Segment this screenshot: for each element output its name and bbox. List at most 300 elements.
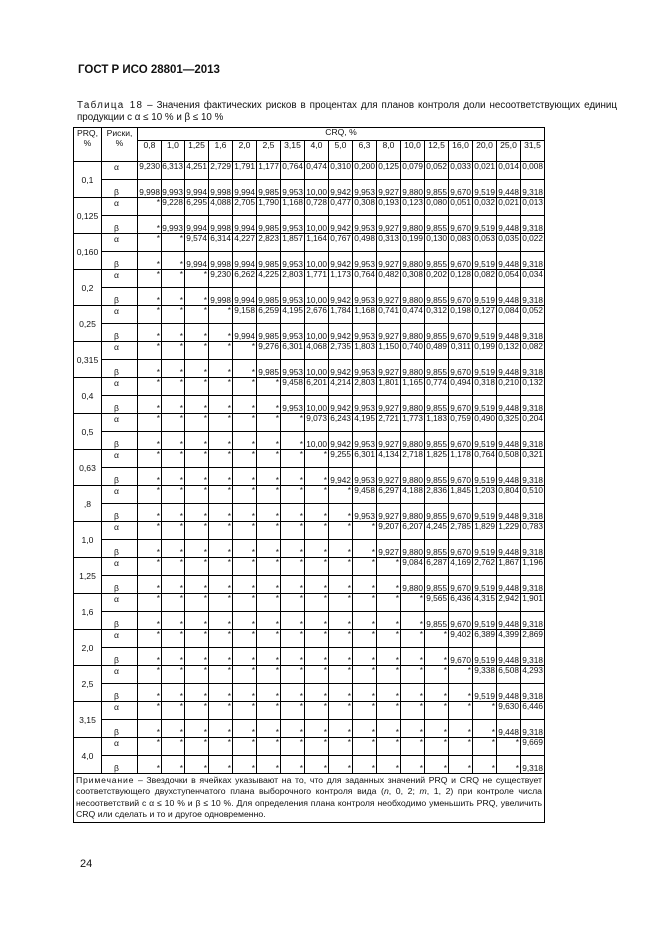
crq-col-header: 25,0: [497, 141, 521, 162]
asterisk-cell: *: [233, 486, 257, 504]
asterisk-cell: *: [209, 432, 233, 450]
risk-value: 9,670: [449, 504, 473, 522]
asterisk-cell: *: [401, 756, 425, 774]
asterisk-cell: *: [305, 450, 329, 468]
asterisk-cell: *: [305, 594, 329, 612]
risk-value: 0,054: [497, 270, 521, 288]
asterisk-cell: *: [233, 612, 257, 630]
risk-value: 0,494: [449, 378, 473, 396]
asterisk-cell: *: [233, 450, 257, 468]
asterisk-cell: *: [138, 414, 162, 432]
asterisk-cell: *: [162, 630, 185, 648]
risk-value: 9,880: [401, 216, 425, 234]
risk-value: 0,035: [497, 234, 521, 252]
risk-value: 9,998: [209, 252, 233, 270]
asterisk-cell: *: [138, 252, 162, 270]
risk-value: 0,312: [425, 306, 449, 324]
table-row-beta: [74, 648, 545, 666]
asterisk-cell: *: [138, 432, 162, 450]
risk-value: 9,276: [257, 342, 281, 360]
asterisk-cell: *: [449, 702, 473, 720]
asterisk-cell: *: [281, 432, 305, 450]
asterisk-cell: *: [257, 612, 281, 630]
risk-value: 9,084: [401, 558, 425, 576]
asterisk-cell: *: [233, 468, 257, 486]
risk-value: 0,053: [473, 234, 497, 252]
risk-value: 9,670: [449, 216, 473, 234]
asterisk-cell: *: [377, 738, 401, 756]
asterisk-cell: *: [305, 756, 329, 774]
risk-value: 9,953: [281, 252, 305, 270]
risk-value: 9,880: [401, 576, 425, 594]
asterisk-cell: *: [497, 738, 521, 756]
risk-value: 9,207: [377, 522, 401, 540]
risk-value: 9,158: [233, 306, 257, 324]
risk-value: 9,855: [425, 288, 449, 306]
asterisk-cell: *: [449, 720, 473, 738]
prq-value: 0,315: [74, 342, 102, 378]
asterisk-cell: *: [449, 756, 473, 774]
table-row-beta: [74, 432, 545, 450]
risk-value: 9,855: [425, 504, 449, 522]
asterisk-cell: *: [138, 558, 162, 576]
asterisk-cell: *: [162, 594, 185, 612]
asterisk-cell: *: [281, 630, 305, 648]
asterisk-cell: *: [185, 756, 209, 774]
risk-value: 4,293: [521, 666, 545, 684]
asterisk-cell: *: [233, 702, 257, 720]
asterisk-cell: *: [138, 612, 162, 630]
risk-value: 2,721: [377, 414, 401, 432]
risk-value: 0,325: [497, 414, 521, 432]
risk-value: 9,519: [473, 396, 497, 414]
risk-value: 9,998: [209, 216, 233, 234]
beta-label: β: [102, 576, 138, 594]
beta-label: β: [102, 504, 138, 522]
asterisk-cell: *: [162, 360, 185, 378]
asterisk-cell: *: [329, 756, 353, 774]
table-row-alpha: [74, 414, 545, 432]
asterisk-cell: *: [257, 738, 281, 756]
asterisk-cell: *: [233, 342, 257, 360]
risk-value: 9,519: [473, 216, 497, 234]
risk-value: 0,132: [497, 342, 521, 360]
asterisk-cell: *: [401, 666, 425, 684]
asterisk-cell: *: [209, 756, 233, 774]
table-row-alpha: [74, 342, 545, 360]
asterisk-cell: *: [353, 630, 377, 648]
risk-value: 2,705: [233, 198, 257, 216]
risk-value: 10,00: [305, 180, 329, 198]
asterisk-cell: *: [425, 630, 449, 648]
risk-value: 9,953: [353, 360, 377, 378]
risk-value: 0,728: [305, 198, 329, 216]
asterisk-cell: *: [305, 684, 329, 702]
asterisk-cell: *: [209, 324, 233, 342]
asterisk-cell: *: [377, 684, 401, 702]
table-row-alpha: [74, 486, 545, 504]
risk-value: 9,927: [377, 432, 401, 450]
prq-value: 1,6: [74, 594, 102, 630]
asterisk-cell: *: [185, 486, 209, 504]
risk-value: 9,985: [257, 288, 281, 306]
asterisk-cell: *: [209, 594, 233, 612]
risk-value: 9,318: [521, 396, 545, 414]
asterisk-cell: *: [329, 666, 353, 684]
asterisk-cell: *: [185, 576, 209, 594]
risk-value: 6,301: [281, 342, 305, 360]
risk-value: 9,953: [353, 432, 377, 450]
risk-value: 9,519: [473, 612, 497, 630]
prq-value: 0,63: [74, 450, 102, 486]
risk-value: 4,188: [401, 486, 425, 504]
alpha-label: α: [102, 630, 138, 648]
risk-value: 9,670: [449, 648, 473, 666]
beta-label: β: [102, 396, 138, 414]
crq-col-header: 16,0: [449, 141, 473, 162]
alpha-label: α: [102, 558, 138, 576]
asterisk-cell: *: [162, 576, 185, 594]
risk-value: 6,259: [257, 306, 281, 324]
asterisk-cell: *: [233, 504, 257, 522]
asterisk-cell: *: [162, 324, 185, 342]
asterisk-cell: *: [185, 666, 209, 684]
asterisk-cell: *: [281, 486, 305, 504]
risk-value: 9,994: [233, 288, 257, 306]
risk-value: 0,311: [449, 342, 473, 360]
crq-col-header: 5,0: [329, 141, 353, 162]
risk-value: 9,880: [401, 252, 425, 270]
prq-value: 2,5: [74, 666, 102, 702]
asterisk-cell: *: [257, 648, 281, 666]
risk-value: 1,150: [377, 342, 401, 360]
asterisk-cell: *: [209, 720, 233, 738]
asterisk-cell: *: [257, 666, 281, 684]
beta-label: β: [102, 684, 138, 702]
beta-label: β: [102, 252, 138, 270]
alpha-label: α: [102, 270, 138, 288]
risk-value: 0,740: [401, 342, 425, 360]
risk-value: 4,251: [185, 162, 209, 180]
risk-value: 9,855: [425, 612, 449, 630]
risk-value: 9,670: [449, 468, 473, 486]
asterisk-cell: *: [233, 666, 257, 684]
risk-value: 9,448: [497, 684, 521, 702]
note-m: m: [419, 786, 427, 797]
asterisk-cell: *: [162, 756, 185, 774]
risk-value: 9,318: [521, 288, 545, 306]
risk-value: 9,670: [449, 288, 473, 306]
risk-value: 0,308: [401, 270, 425, 288]
risk-value: 6,301: [353, 450, 377, 468]
risk-value: 9,669: [521, 738, 545, 756]
asterisk-cell: *: [138, 648, 162, 666]
risk-value: 9,318: [521, 324, 545, 342]
risk-value: 0,083: [449, 234, 473, 252]
risk-value: 9,942: [329, 288, 353, 306]
asterisk-cell: *: [138, 720, 162, 738]
asterisk-cell: *: [162, 378, 185, 396]
table-row-beta: [74, 756, 545, 774]
risk-value: 9,855: [425, 396, 449, 414]
risk-value: 9,993: [162, 216, 185, 234]
risk-value: 2,729: [209, 162, 233, 180]
asterisk-cell: *: [353, 540, 377, 558]
risk-value: 0,474: [305, 162, 329, 180]
crq-col-header: 1,0: [162, 141, 185, 162]
risk-value: 1,825: [425, 450, 449, 468]
asterisk-cell: *: [305, 576, 329, 594]
risk-value: 9,953: [353, 468, 377, 486]
risk-value: 9,927: [377, 324, 401, 342]
risk-value: 9,855: [425, 216, 449, 234]
asterisk-cell: *: [401, 594, 425, 612]
asterisk-cell: *: [185, 738, 209, 756]
risk-value: 9,985: [257, 180, 281, 198]
risk-value: 9,318: [521, 756, 545, 774]
risk-value: 0,510: [521, 486, 545, 504]
asterisk-cell: *: [138, 666, 162, 684]
risk-value: 9,519: [473, 288, 497, 306]
risk-value: 9,448: [497, 288, 521, 306]
asterisk-cell: *: [281, 450, 305, 468]
risk-value: 9,448: [497, 180, 521, 198]
asterisk-cell: *: [377, 630, 401, 648]
asterisk-cell: *: [138, 360, 162, 378]
risk-value: 9,318: [521, 504, 545, 522]
risk-value: 2,823: [257, 234, 281, 252]
risk-value: 0,082: [473, 270, 497, 288]
asterisk-cell: *: [257, 720, 281, 738]
asterisk-cell: *: [329, 558, 353, 576]
risk-value: 0,080: [425, 198, 449, 216]
prq-value: 1,0: [74, 522, 102, 558]
risk-value: 9,318: [521, 684, 545, 702]
asterisk-cell: *: [257, 522, 281, 540]
asterisk-cell: *: [162, 738, 185, 756]
asterisk-cell: *: [233, 540, 257, 558]
risk-value: 2,869: [521, 630, 545, 648]
asterisk-cell: *: [401, 630, 425, 648]
asterisk-cell: *: [162, 450, 185, 468]
risk-value: 0,508: [497, 450, 521, 468]
risk-value: 0,193: [377, 198, 401, 216]
asterisk-cell: *: [233, 648, 257, 666]
table-row-beta: [74, 612, 545, 630]
table-row-alpha: [74, 306, 545, 324]
risk-value: 6,207: [401, 522, 425, 540]
asterisk-cell: *: [185, 522, 209, 540]
risk-value: 1,164: [305, 234, 329, 252]
asterisk-cell: *: [138, 738, 162, 756]
asterisk-cell: *: [162, 414, 185, 432]
alpha-label: α: [102, 486, 138, 504]
asterisk-cell: *: [257, 414, 281, 432]
risk-value: 4,225: [257, 270, 281, 288]
asterisk-cell: *: [162, 486, 185, 504]
asterisk-cell: *: [353, 720, 377, 738]
prq-value: 2,0: [74, 630, 102, 666]
risk-value: 9,448: [497, 648, 521, 666]
table-row-beta: [74, 576, 545, 594]
note-text-3: , 1, 2) при контроле числа несоответствий с α ≤ 10 % и β ≤ 10 %. Для определения плана контроля необходимо уменьшить PRQ, увеличить CRQ или сделать и то и другое одновременно.: [76, 786, 542, 820]
risk-value: 9,228: [162, 198, 185, 216]
asterisk-cell: *: [138, 540, 162, 558]
risk-value: 9,519: [473, 468, 497, 486]
asterisk-cell: *: [185, 630, 209, 648]
asterisk-cell: *: [401, 738, 425, 756]
risk-value: 9,953: [353, 324, 377, 342]
asterisk-cell: *: [257, 576, 281, 594]
asterisk-cell: *: [138, 504, 162, 522]
alpha-label: α: [102, 594, 138, 612]
asterisk-cell: *: [209, 414, 233, 432]
prq-header: PRQ, %: [74, 128, 102, 162]
beta-label: β: [102, 180, 138, 198]
asterisk-cell: *: [281, 648, 305, 666]
risk-value: 0,125: [377, 162, 401, 180]
risk-value: 1,773: [401, 414, 425, 432]
crq-col-header: 20,0: [473, 141, 497, 162]
asterisk-cell: *: [162, 432, 185, 450]
crq-col-header: 12,5: [425, 141, 449, 162]
table-row-alpha: [74, 198, 545, 216]
asterisk-cell: *: [209, 702, 233, 720]
asterisk-cell: *: [185, 288, 209, 306]
crq-col-header: 4,0: [305, 141, 329, 162]
beta-label: β: [102, 720, 138, 738]
asterisk-cell: *: [233, 414, 257, 432]
beta-label: β: [102, 648, 138, 666]
asterisk-cell: *: [185, 702, 209, 720]
risk-value: 0,774: [425, 378, 449, 396]
asterisk-cell: *: [497, 756, 521, 774]
asterisk-cell: *: [353, 594, 377, 612]
alpha-label: α: [102, 162, 138, 180]
crq-col-header: 31,5: [521, 141, 545, 162]
asterisk-cell: *: [377, 648, 401, 666]
risk-value: 0,783: [521, 522, 545, 540]
asterisk-cell: *: [329, 486, 353, 504]
risk-value: 0,498: [353, 234, 377, 252]
risk-value: 0,474: [401, 306, 425, 324]
risk-value: 9,927: [377, 540, 401, 558]
asterisk-cell: *: [377, 720, 401, 738]
risk-value: 2,676: [305, 306, 329, 324]
alpha-label: α: [102, 450, 138, 468]
risk-value: 9,942: [329, 324, 353, 342]
risk-value: 9,880: [401, 432, 425, 450]
note-label: Примечание: [76, 775, 135, 785]
risk-value: 6,436: [449, 594, 473, 612]
risk-value: 9,670: [449, 432, 473, 450]
risk-value: 9,985: [257, 360, 281, 378]
risk-value: 9,670: [449, 252, 473, 270]
asterisk-cell: *: [162, 522, 185, 540]
table-row-beta: [74, 324, 545, 342]
risk-value: 9,880: [401, 180, 425, 198]
table-row-beta: [74, 720, 545, 738]
table-row-beta: [74, 504, 545, 522]
risk-value: 9,670: [449, 540, 473, 558]
risk-value: 9,953: [353, 252, 377, 270]
risk-header: Риски, %: [102, 128, 138, 162]
risk-value: 6,297: [377, 486, 401, 504]
risk-value: 2,942: [497, 594, 521, 612]
risk-value: 0,759: [449, 414, 473, 432]
risk-value: 9,448: [497, 612, 521, 630]
asterisk-cell: *: [257, 468, 281, 486]
risk-value: 0,199: [401, 234, 425, 252]
risk-value: 9,953: [353, 396, 377, 414]
asterisk-cell: *: [377, 702, 401, 720]
crq-col-header: 2,5: [257, 141, 281, 162]
risk-value: 9,953: [281, 216, 305, 234]
risk-value: 4,245: [425, 522, 449, 540]
risk-value: 1,168: [353, 306, 377, 324]
asterisk-cell: *: [138, 486, 162, 504]
risk-value: 10,00: [305, 288, 329, 306]
risk-value: 9,985: [257, 252, 281, 270]
risk-value: 0,318: [473, 378, 497, 396]
asterisk-cell: *: [353, 576, 377, 594]
asterisk-cell: *: [233, 630, 257, 648]
risk-value: 1,196: [521, 558, 545, 576]
risk-value: 1,178: [449, 450, 473, 468]
risk-value: 9,574: [185, 234, 209, 252]
asterisk-cell: *: [162, 504, 185, 522]
asterisk-cell: *: [329, 684, 353, 702]
risk-value: 9,953: [281, 180, 305, 198]
risk-value: 4,169: [449, 558, 473, 576]
asterisk-cell: *: [377, 666, 401, 684]
risk-value: 9,318: [521, 720, 545, 738]
risk-value: 6,287: [425, 558, 449, 576]
asterisk-cell: *: [209, 342, 233, 360]
risk-value: 0,123: [401, 198, 425, 216]
asterisk-cell: *: [425, 756, 449, 774]
risk-value: 1,165: [401, 378, 425, 396]
risk-value: 1,790: [257, 198, 281, 216]
asterisk-cell: *: [257, 378, 281, 396]
asterisk-cell: *: [138, 378, 162, 396]
asterisk-cell: *: [138, 630, 162, 648]
risk-value: 1,867: [497, 558, 521, 576]
asterisk-cell: *: [329, 738, 353, 756]
risk-value: 0,202: [425, 270, 449, 288]
asterisk-cell: *: [329, 612, 353, 630]
asterisk-cell: *: [138, 324, 162, 342]
asterisk-cell: *: [185, 324, 209, 342]
crq-col-header: 3,15: [281, 141, 305, 162]
asterisk-cell: *: [138, 522, 162, 540]
risk-value: 4,134: [377, 450, 401, 468]
risk-value: 9,318: [521, 576, 545, 594]
risk-value: 4,214: [329, 378, 353, 396]
asterisk-cell: *: [185, 648, 209, 666]
table-row-alpha: [74, 702, 545, 720]
risk-value: 0,021: [497, 198, 521, 216]
asterisk-cell: *: [233, 684, 257, 702]
table-row-alpha: [74, 270, 545, 288]
table-row-alpha: [74, 630, 545, 648]
risk-value: 9,448: [497, 720, 521, 738]
asterisk-cell: *: [449, 738, 473, 756]
risk-value: 0,052: [521, 306, 545, 324]
risk-value: 9,998: [138, 180, 162, 198]
asterisk-cell: *: [138, 270, 162, 288]
risk-value: 6,314: [209, 234, 233, 252]
